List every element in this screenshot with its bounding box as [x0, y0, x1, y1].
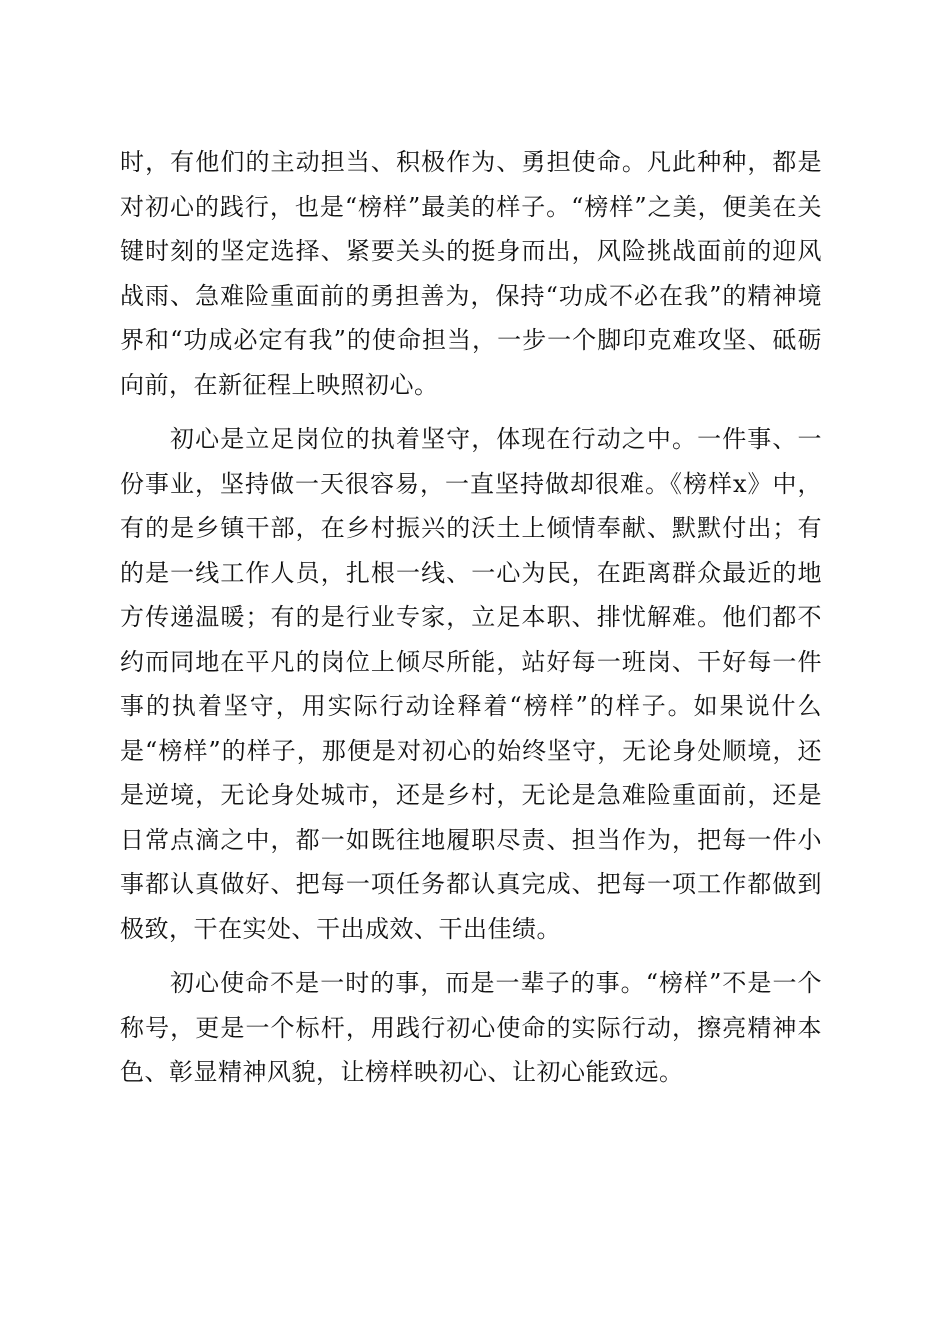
paragraph-continuation: 时，有他们的主动担当、积极作为、勇担使命。凡此种种，都是对初心的践行，也是“榜样”最美的样子。“榜样”之美，便美在关键时刻的坚定选择、紧要关头的挺身而出，风险挑战面前的迎风战雨、急难险重面前的勇担善为，保持“功成不必在我”的精神境界和“功成必定有我”的使命担当，一步一个脚印克难攻坚、砥砺向前，在新征程上映照初心。 — [120, 148, 822, 399]
paragraph-initial-heart-persistence: 初心是立足岗位的执着坚守，体现在行动之中。一件事、一份事业，坚持做一天很容易，一直坚持做却很难。《榜样x》中，有的是乡镇干部，在乡村振兴的沃土上倾情奉献、默默付出；有的是一线工作人员，扎根一线、一心为民，在距离群众最近的地方传递温暖；有的是行业专家，立足本职、排忧解难。他们都不约而同地在平凡的岗位上倾尽所能，站好每一班岗、干好每一件事的执着坚守，用实际行动诠释着“榜样”的样子。如果说什么是“榜样”的样子，那便是对初心的始终坚守，无论身处顺境，还是逆境，无论身处城市，还是乡村，无论是急难险重面前，还是日常点滴之中，都一如既往地履职尽责、担当作为，把每一件小事都认真做好、把每一项任务都认真完成、把每一项工作都做到极致，干在实处、干出成效、干出佳绩。 — [120, 425, 822, 943]
document-body — [120, 140, 822, 1105]
paragraph-lifelong-mission: 初心使命不是一时的事，而是一辈子的事。“榜样”不是一个称号，更是一个标杆，用践行初心使命的实际行动，擦亮精神本色、彰显精神风貌，让榜样映初心、让初心能致远。 — [120, 969, 822, 1086]
